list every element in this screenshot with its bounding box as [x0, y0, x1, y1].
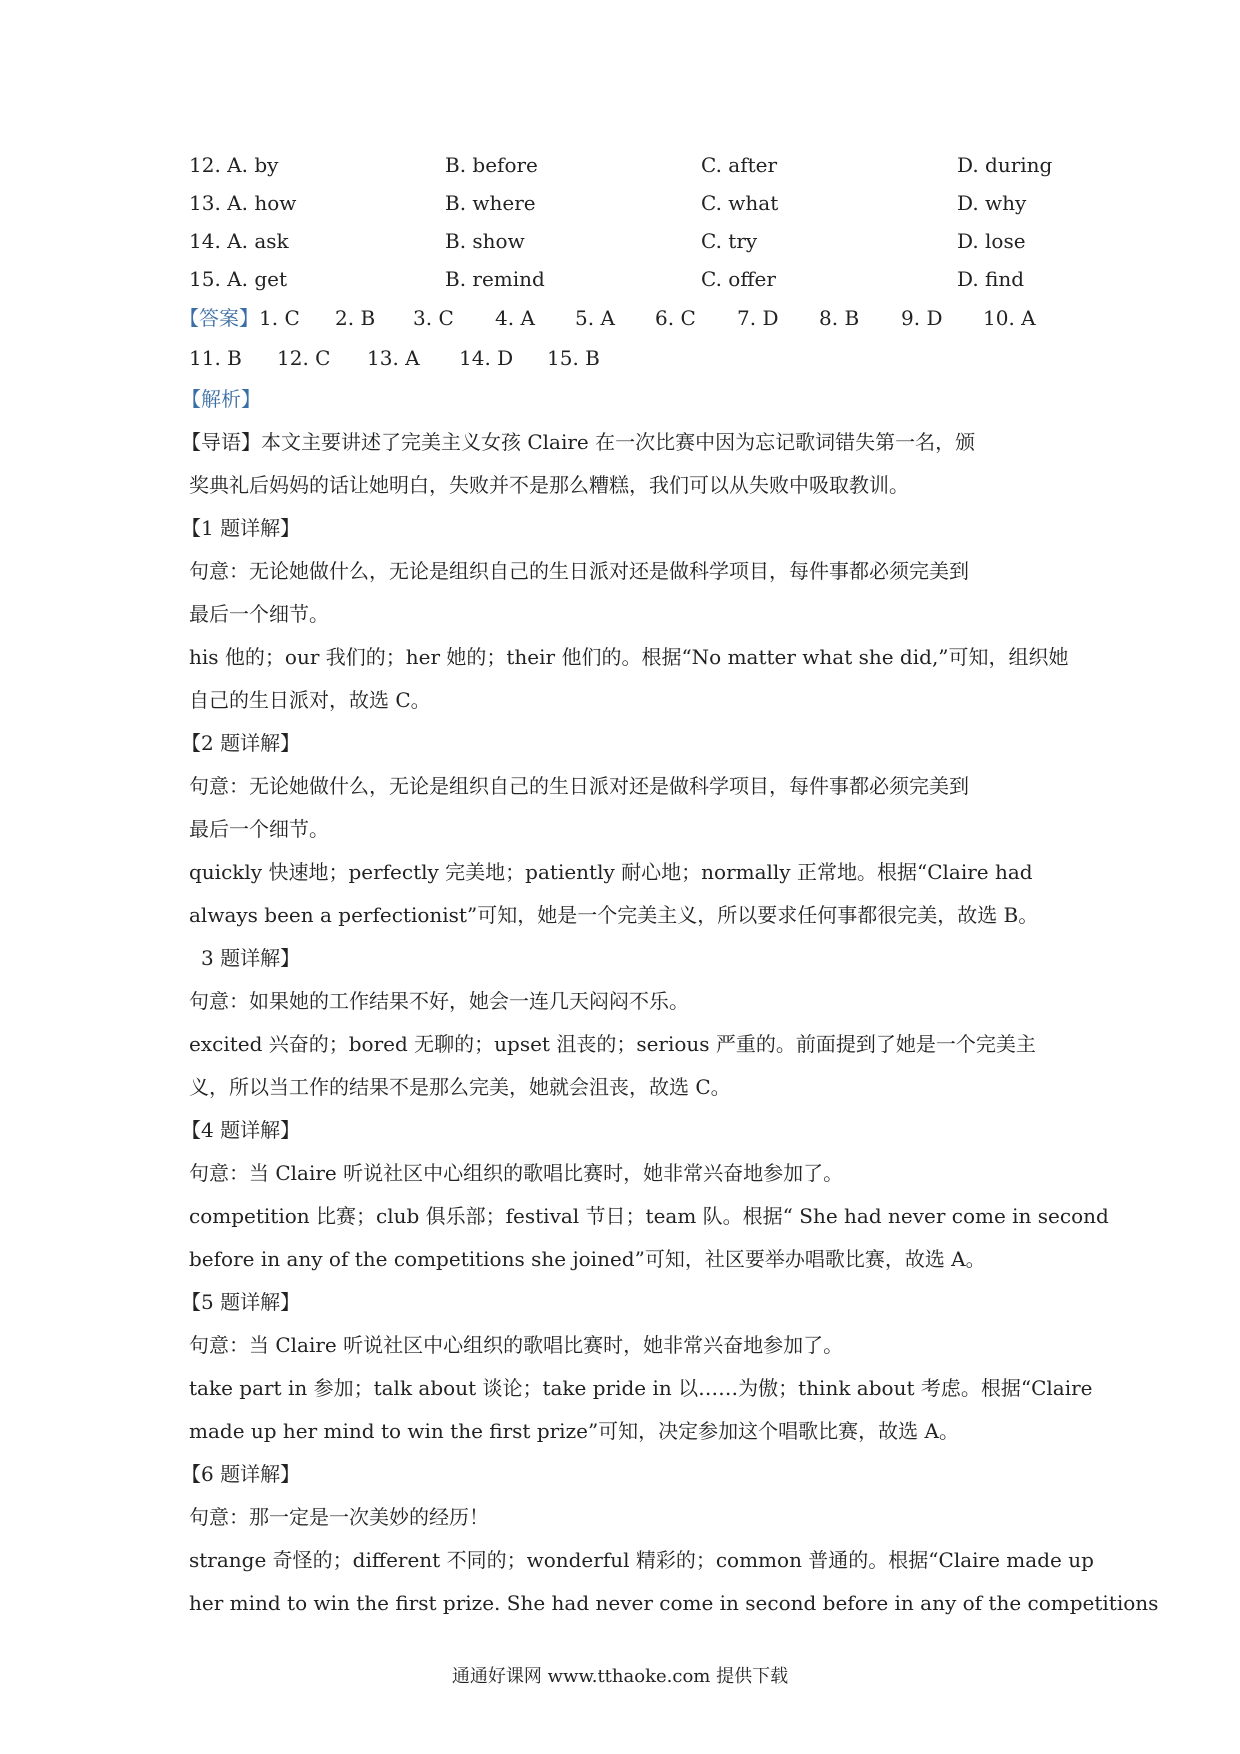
answer-item: 8. B: [819, 306, 860, 330]
answer-item: 9. D: [901, 306, 943, 330]
option-b: B. show: [445, 229, 525, 253]
option-a: 12. A. by: [189, 153, 279, 177]
text-line: competition 比赛；club 俱乐部；festival 节日；team 队。根据“ She had never come in second: [189, 1204, 1109, 1228]
option-d: D. during: [957, 153, 1053, 177]
section-heading: 【5 题详解】: [181, 1290, 301, 1314]
answer-item: 10. A: [983, 306, 1036, 330]
text-line: excited 兴奋的；bored 无聊的；upset 沮丧的；serious 严重的。前面提到了她是一个完美主: [189, 1032, 1036, 1056]
answer-item: 3. C: [413, 306, 454, 330]
option-row: [189, 184, 1069, 222]
option-d: D. why: [957, 191, 1027, 215]
answer-item: 15. B: [547, 346, 600, 370]
section-heading: 【2 题详解】: [181, 731, 301, 755]
text-line: 句意：那一定是一次美妙的经历！: [189, 1505, 489, 1529]
answer-item: 11. B: [189, 346, 242, 370]
option-b: B. before: [445, 153, 538, 177]
text-line: 最后一个细节。: [189, 817, 329, 841]
text-line: strange 奇怪的；different 不同的；wonderful 精彩的；common 普通的。根据“Claire made up: [189, 1548, 1094, 1572]
answers-row-1: [179, 298, 1069, 338]
text-line: 义，所以当工作的结果不是那么完美，她就会沮丧，故选 C。: [189, 1075, 731, 1099]
text-line: before in any of the competitions she joined”可知，社区要举办唱歌比赛，故选 A。: [189, 1247, 986, 1271]
answer-label: 【答案】: [179, 306, 259, 330]
text-line: made up her mind to win the first prize”可知，决定参加这个唱歌比赛，故选 A。: [189, 1419, 959, 1443]
section-heading: 【1 题详解】: [181, 516, 301, 540]
option-a: 14. A. ask: [189, 229, 289, 253]
answer-item: 7. D: [737, 306, 779, 330]
option-b: B. where: [445, 191, 536, 215]
text-line: 奖典礼后妈妈的话让她明白，失败并不是那么糟糕，我们可以从失败中吸取教训。: [189, 473, 909, 497]
option-a: 15. A. get: [189, 267, 287, 291]
option-a: 13. A. how: [189, 191, 297, 215]
text-line: 句意：当 Claire 听说社区中心组织的歌唱比赛时，她非常兴奋地参加了。: [189, 1333, 844, 1357]
option-d: D. find: [957, 267, 1025, 291]
text-line: 自己的生日派对，故选 C。: [189, 688, 431, 712]
option-row: [189, 222, 1069, 260]
answer-item: 12. C: [277, 346, 331, 370]
answer-item: 2. B: [335, 306, 376, 330]
section-heading: 【4 题详解】: [181, 1118, 301, 1142]
answer-item: 4. A: [495, 306, 535, 330]
text-line: always been a perfectionist”可知，她是一个完美主义，所以要求任何事都很完美，故选 B。: [189, 903, 1039, 927]
text-line: 句意：无论她做什么，无论是组织自己的生日派对还是做科学项目，每件事都必须完美到: [189, 559, 969, 583]
options-table: [189, 146, 1069, 298]
option-c: C. after: [701, 153, 778, 177]
page-footer: 通通好课网 www.tthaoke.com 提供下载: [451, 1666, 789, 1687]
answers-row-2: [189, 338, 1069, 378]
option-row: [189, 146, 1069, 184]
option-b: B. remind: [445, 267, 545, 291]
answer-item: 6. C: [655, 306, 696, 330]
text-line: take part in 参加；talk about 谈论；take pride in 以……为傲；think about 考虑。根据“Claire: [189, 1376, 1093, 1400]
answer-item: 1. C: [259, 306, 300, 330]
analysis-label: 【解析】: [181, 387, 261, 411]
option-c: C. try: [701, 229, 758, 253]
text-line: quickly 快速地；perfectly 完美地；patiently 耐心地；normally 正常地。根据“Claire had: [189, 860, 1033, 884]
text-line: 句意：如果她的工作结果不好，她会一连几天闷闷不乐。: [189, 989, 689, 1013]
section-heading: 【6 题详解】: [181, 1462, 301, 1486]
option-c: C. offer: [701, 267, 776, 291]
text-line: her mind to win the first prize. She had never come in second before in any of the competitions: [189, 1591, 1159, 1615]
option-row: [189, 260, 1069, 298]
text-line: 句意：当 Claire 听说社区中心组织的歌唱比赛时，她非常兴奋地参加了。: [189, 1161, 844, 1185]
section-heading: 3 题详解】: [201, 946, 301, 970]
document-content: [179, 146, 1159, 1625]
text-line: his 他的；our 我们的；her 她的；their 他们的。根据“No matter what she did,”可知，组织她: [189, 645, 1069, 669]
answer-item: 13. A: [367, 346, 420, 370]
option-c: C. what: [701, 191, 779, 215]
text-line: 最后一个细节。: [189, 602, 329, 626]
answer-item: 5. A: [575, 306, 615, 330]
text-line: 句意：无论她做什么，无论是组织自己的生日派对还是做科学项目，每件事都必须完美到: [189, 774, 969, 798]
option-d: D. lose: [957, 229, 1026, 253]
answer-item: 14. D: [459, 346, 514, 370]
text-line: 【导语】本文主要讲述了完美主义女孩 Claire 在一次比赛中因为忘记歌词错失第一名，颁: [181, 430, 976, 454]
